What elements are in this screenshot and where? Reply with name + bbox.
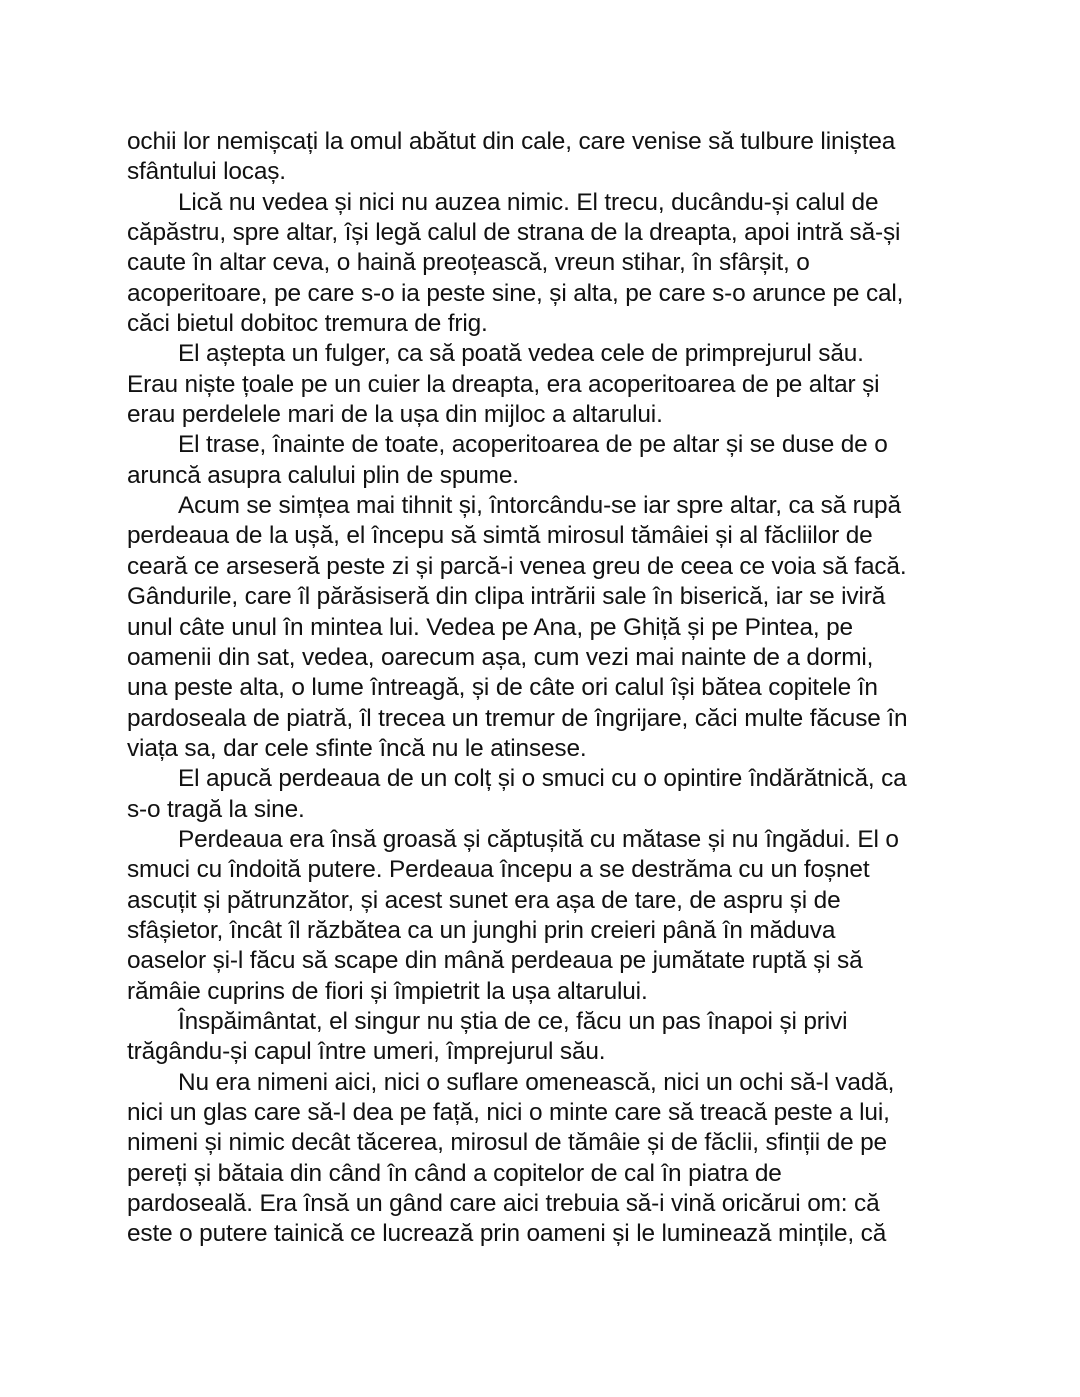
text-line: perdeaua de la ușă, el începu să simtă mirosul tămâiei și al făcliilor de xyxy=(127,522,873,550)
text-line: Gândurile, care îl părăsiseră din clipa intrării sale în biserică, iar se iviră xyxy=(127,583,886,611)
text-line: pardoseală. Era însă un gând care aici trebuia să-i vină oricărui om: că xyxy=(127,1190,880,1218)
text-line: pardoseala de piatră, îl trecea un tremur de îngrijare, căci multe făcuse în xyxy=(127,704,908,732)
text-line: El trase, înainte de toate, acoperitoarea de pe altar și se duse de o xyxy=(178,431,888,459)
text-line: smuci cu îndoită putere. Perdeaua începu a se destrăma cu un foșnet xyxy=(127,856,870,884)
text-line: una peste alta, o lume întreagă, și de câte ori calul își bătea copitele în xyxy=(127,674,878,702)
text-line: ochii lor nemișcați la omul abătut din cale, care venise să tulbure liniștea xyxy=(127,128,896,155)
text-line: Perdeaua era însă groasă și căptușită cu mătase și nu îngădui. El o xyxy=(178,825,899,853)
text-line: Înspăimântat, el singur nu știa de ce, făcu un pas înapoi și privi xyxy=(178,1007,848,1035)
text-line: viața sa, dar cele sfinte încă nu le atinsese. xyxy=(127,734,587,762)
text-line: sfâșietor, încât îl răzbătea ca un junghi prin creieri până în măduva xyxy=(127,916,836,944)
text-line: este o putere tainică ce lucrează prin oameni și le luminează mințile, că xyxy=(127,1220,887,1248)
text-line: Lică nu vedea și nici nu auzea nimic. El trecu, ducându-și calul de xyxy=(178,188,879,216)
text-line: căpăstru, spre altar, își legă calul de strana de la dreapta, apoi intră să-și xyxy=(127,219,901,247)
text-line: sfântului locaș. xyxy=(127,158,286,186)
text-line: căci bietul dobitoc tremura de frig. xyxy=(127,310,488,338)
text-line: ascuțit și pătrunzător, și acest sunet era așa de tare, de aspru și de xyxy=(127,886,841,914)
text-line: Erau niște țoale pe un cuier la dreapta, era acoperitoarea de pe altar și xyxy=(127,370,880,398)
text-line: Nu era nimeni aici, nici o suflare omenească, nici un ochi să-l vadă, xyxy=(178,1068,895,1096)
text-line: nici un glas care să-l dea pe față, nici o minte care să treacă peste a lui, xyxy=(127,1099,890,1126)
text-line: oaselor și-l făcu să scape din mână perdeaua pe jumătate ruptă și să xyxy=(127,947,863,975)
text-line: erau perdelele mari de la ușa din mijloc a altarului. xyxy=(127,401,663,429)
text-line: aruncă asupra calului plin de spume. xyxy=(127,461,519,489)
text-line: oamenii din sat, vedea, oarecum așa, cum vezi mai nainte de a dormi, xyxy=(127,643,874,671)
text-line: rămâie cuprins de fiori și împietrit la ușa altarului. xyxy=(127,977,648,1005)
text-line: Acum se simțea mai tihnit și, întorcându-se iar spre altar, ca să rupă xyxy=(178,492,901,520)
text-line: trăgându-și capul între umeri, împrejurul său. xyxy=(127,1038,606,1066)
text-line: El aștepta un fulger, ca să poată vedea cele de primprejurul său. xyxy=(178,340,864,368)
text-line: pereți și bătaia din când în când a copitelor de cal în piatra de xyxy=(127,1159,782,1187)
text-line: ceară ce arseseră peste zi și parcă-i venea greu de ceea ce voia să facă. xyxy=(127,552,907,580)
text-line: acoperitoare, pe care s-o ia peste sine, și alta, pe care s-o arunce pe cal, xyxy=(127,279,904,307)
text-line: caute în altar ceva, o haină preoțească, vreun stihar, în sfârșit, o xyxy=(127,249,810,277)
body-text xyxy=(127,127,967,1250)
text-line: nimeni și nimic decât tăcerea, mirosul de tămâie și de făclii, sfinții de pe xyxy=(127,1129,887,1157)
text-line: El apucă perdeaua de un colț și o smuci cu o opintire îndărătnică, ca xyxy=(178,765,907,793)
text-line: s-o tragă la sine. xyxy=(127,795,305,823)
text-line: unul câte unul în mintea lui. Vedea pe Ana, pe Ghiță și pe Pintea, pe xyxy=(127,613,853,641)
